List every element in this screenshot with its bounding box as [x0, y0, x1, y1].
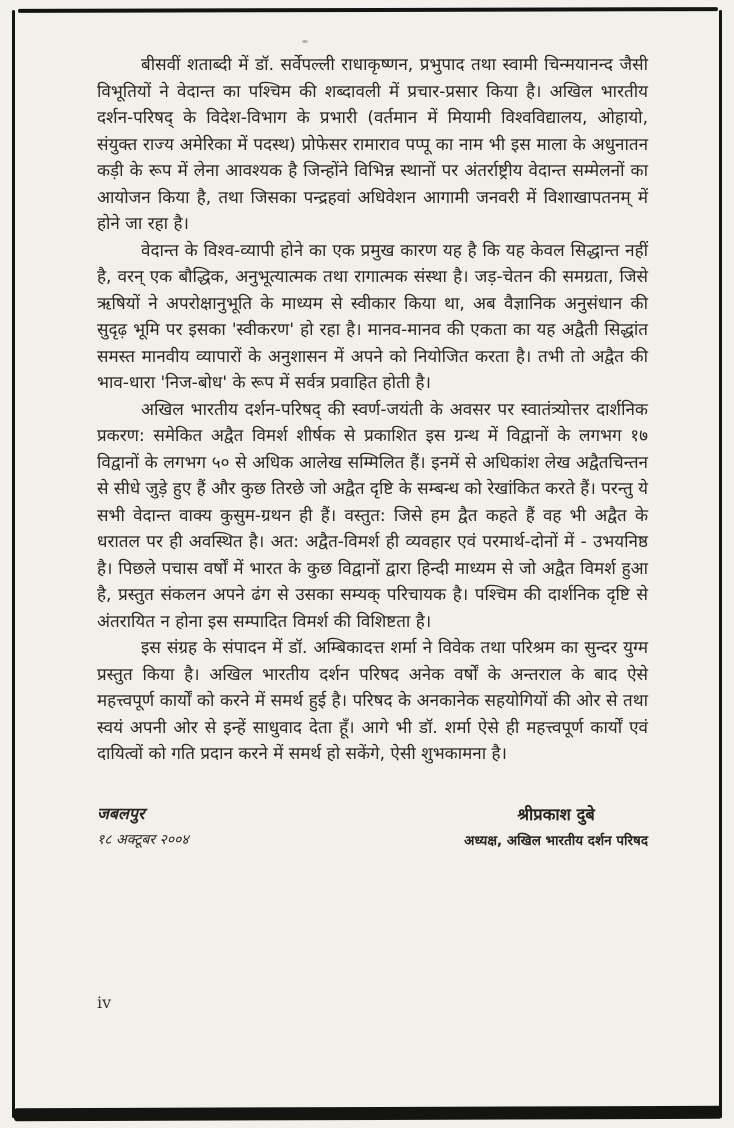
- signoff-place-date: [97, 802, 189, 849]
- preface-body-text: [97, 52, 648, 768]
- paragraph-1: बीसवीं शताब्दी में डॉ. सर्वेपल्ली राधाकृष्णन, प्रभुपाद तथा स्वामी चिन्मयानन्द जैसी विभूतियों ने वेदान्त का पश्चिम की शब्दावली में प्रचार-प्रसार किया है। अखिल भारतीय दर्शन-परिषद् के विदेश-विभाग के प्रभारी (वर्तमान में मियामी विश्वविद्यालय, ओहायो, संयुक्त राज्य अमेरिका में पदस्थ) प्रोफेसर रामाराव पप्पू का नाम भी इस माला के अधुनातन कड़ी के रूप में लेना आवश्यक है जिन्होंने विभिन्न स्थानों पर अंतर्राष्ट्रीय वेदान्त सम्मेलनों का आयोजन किया है, तथा जिसका पन्द्रहवां अधिवेशन आगामी जनवरी में विशाखापतनम् में होने जा रहा है।: [97, 55, 648, 234]
- paragraph-3: अखिल भारतीय दर्शन-परिषद् की स्वर्ण-जयंती के अवसर पर स्वातंत्र्योत्तर दार्शनिक प्रकरण: समेकित अद्वैत विमर्श शीर्षक से प्रकाशित इस ग्रन्थ में विद्वानों के लगभग १७ विद्वानों के लगभग ५० से अधिक आलेख सम्मिलित हैं। इनमें से अधिकांश लेख अद्वैतचिन्तन से सीधे जुड़े हुए हैं और कुछ तिरछे जो अद्वैत दृष्टि के सम्बन्ध को रेखांकित करते हैं। परन्तु ये सभी वेदान्त वाक्य कुसुम-ग्रथन ही हैं। वस्तुत: जिसे हम द्वैत कहते हैं वह भी अद्वैत के धरातल पर ही अवस्थित है। अत: अद्वैत-विमर्श ही व्यवहार एवं परमार्थ-दोनों में - उभयनिष्ठ है। पिछले पचास वर्षों में भारत के कुछ विद्वानों द्वारा हिन्दी माध्यम से जो अद्वैत विमर्श हुआ है, प्रस्तुत संकलन अपने ढंग से उसका सम्यक् परिचायक है। पश्चिम की दार्शनिक दृष्टि से अंतरायित न होना इस सम्पादित विमर्श की विशिष्टता है।: [97, 399, 648, 632]
- scan-speck-artifact: [302, 40, 308, 43]
- scan-edge-bottom: [14, 1106, 722, 1121]
- scan-edge-left: [12, 10, 15, 1118]
- signoff-block: [97, 802, 648, 849]
- page-content: [97, 52, 648, 849]
- scan-edge-top: [18, 7, 718, 13]
- paragraph-4: इस संग्रह के संपादन में डॉ. अम्बिकादत्त शर्मा ने विवेक तथा परिश्रम का सुन्दर युग्म प्रस्तुत किया है। अखिल भारतीय दर्शन परिषद अनेक वर्षों के अन्तराल के बाद ऐसे महत्त्वपूर्ण कार्यों को करने में समर्थ हुई है। परिषद के अनकानेक सहयोगियों की ओर से तथा स्वयं अपनी ओर से इन्हें साधुवाद देता हूँ। आगे भी डॉ. शर्मा ऐसे ही महत्त्वपूर्ण कार्यों एवं दायित्वों को गति प्रदान करने में समर्थ हो सकेंगे, ऐसी शुभकामना है।: [97, 638, 648, 764]
- signoff-author: [464, 802, 648, 849]
- scan-edge-right: [719, 10, 722, 1118]
- paragraph-2: वेदान्त के विश्व-व्यापी होने का एक प्रमुख कारण यह है कि यह केवल सिद्धान्त नहीं है, वरन् एक बौद्धिक, अनुभूत्यात्मक तथा रागात्मक संस्था है। जड़-चेतन की समग्रता, जिसे ऋषियों ने अपरोक्षानुभूति के माध्यम से स्वीकार किया था, अब वैज्ञानिक अनुसंधान की सुदृढ़ भूमि पर इसका 'स्वीकरण' हो रहा है। मानव-मानव की एकता का यह अद्वैती सिद्धांत समस्त मानवीय व्यापारों के अनुशासन में अपने को नियोजित करता है। तभी तो अद्वैत की भाव-धारा 'निज-बोध' के रूप में सर्वत्र प्रवाहित होती है।: [97, 240, 648, 393]
- signoff-place: जबलपुर: [97, 803, 145, 823]
- signoff-date: १८ अक्टूबर २००४: [97, 831, 189, 848]
- author-title: अध्यक्ष, अखिल भारतीय दर्शन परिषद: [464, 832, 648, 849]
- author-name: श्रीप्रकाश दुबे: [517, 804, 595, 824]
- page-number: iv: [97, 993, 112, 1012]
